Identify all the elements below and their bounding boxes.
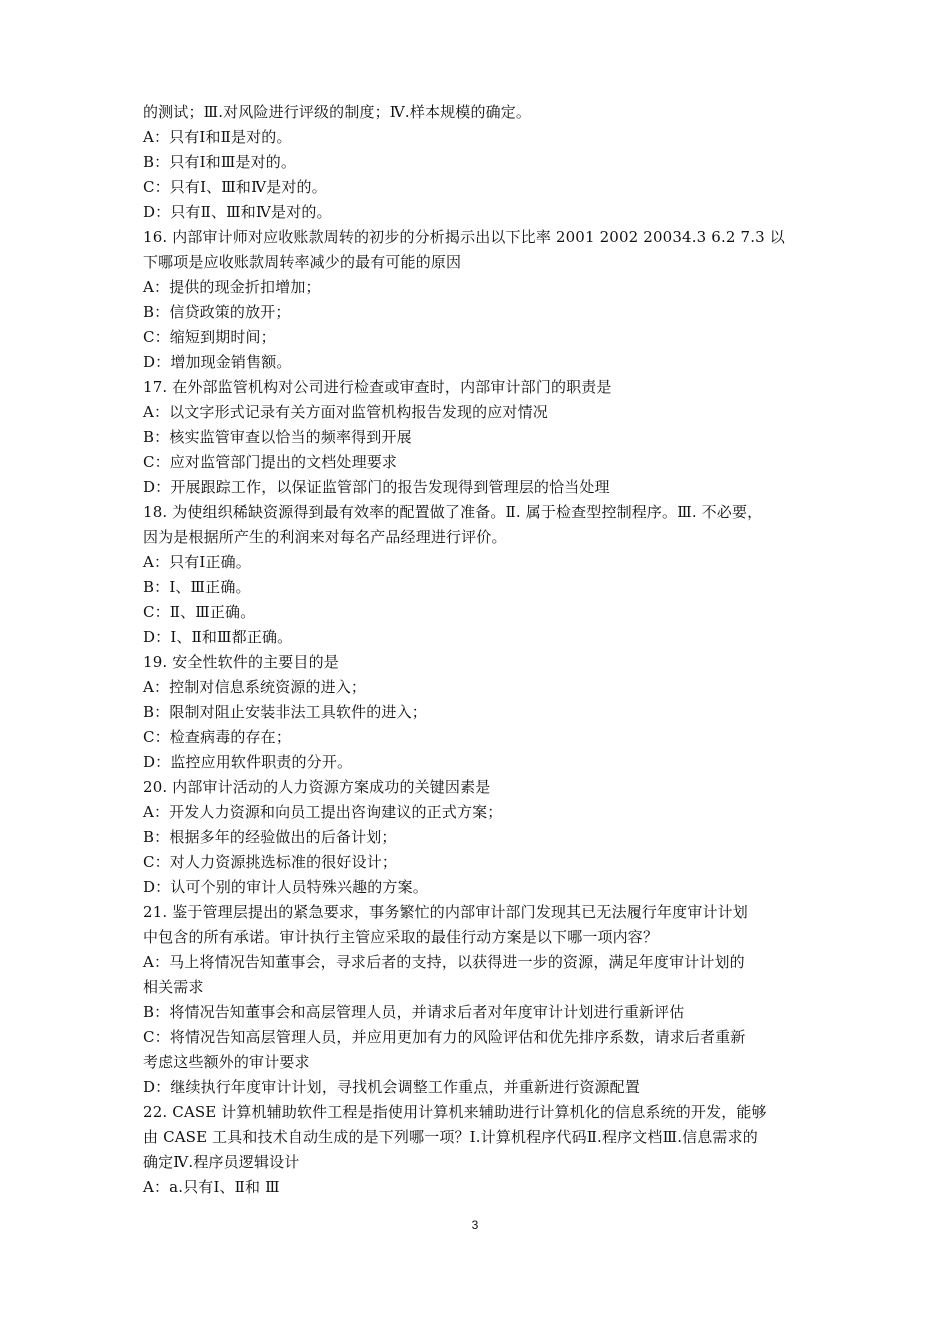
option-line: B：核实监管审查以恰当的频率得到开展 [143, 428, 412, 446]
option-line: D：Ⅰ、Ⅱ和Ⅲ都正确。 [143, 628, 293, 646]
option-line: D：继续执行年度审计计划，寻找机会调整工作重点，并重新进行资源配置 [143, 1078, 640, 1096]
option-line: D：开展跟踪工作，以保证监管部门的报告发现得到管理层的恰当处理 [143, 478, 610, 496]
option-line: B：将情况告知董事会和高层管理人员，并请求后者对年度审计计划进行重新评估 [143, 1003, 685, 1021]
option-line: B：只有Ⅰ和Ⅲ是对的。 [143, 153, 297, 171]
question-line: 确定Ⅳ.程序员逻辑设计 [143, 1153, 300, 1171]
question-line: 因为是根据所产生的利润来对每名产品经理进行评价。 [143, 528, 507, 546]
question-line: 21. 鉴于管理层提出的紧急要求，事务繁忙的内部审计部门发现其已无法履行年度审计计划 [143, 903, 748, 921]
question-line: 17. 在外部监管机构对公司进行检查或审查时，内部审计部门的职责是 [143, 378, 612, 396]
option-line: B：限制对阻止安装非法工具软件的进入； [143, 703, 427, 721]
option-line: A：控制对信息系统资源的进入； [143, 678, 367, 696]
question-line: 中包含的所有承诺。审计执行主管应采取的最佳行动方案是以下哪一项内容？ [143, 928, 659, 946]
option-line: C：检查病毒的存在； [143, 728, 291, 746]
option-line: C：缩短到期时间； [143, 328, 276, 346]
option-line: A：只有Ⅰ正确。 [143, 553, 251, 571]
option-line: 相关需求 [143, 978, 204, 996]
option-line: 考虑这些额外的审计要求 [143, 1053, 310, 1071]
option-line: C：将情况告知高层管理人员，并应用更加有力的风险评估和优先排序系数，请求后者重新 [143, 1028, 746, 1046]
question-line: 20. 内部审计活动的人力资源方案成功的关键因素是 [143, 778, 491, 796]
text-line: 的测试；Ⅲ.对风险进行评级的制度；Ⅳ.样本规模的确定。 [143, 103, 532, 121]
option-line: B：Ⅰ、Ⅲ正确。 [143, 578, 251, 596]
page-content [143, 100, 811, 1200]
option-line: B：信贷政策的放开； [143, 303, 291, 321]
option-line: A：a.只有Ⅰ、Ⅱ和 Ⅲ [143, 1178, 280, 1196]
option-line: A：开发人力资源和向员工提出咨询建议的正式方案； [143, 803, 503, 821]
question-line: 22. CASE 计算机辅助软件工程是指使用计算机来辅助进行计算机化的信息系统的开发，能够 [143, 1103, 767, 1121]
question-line: 由 CASE 工具和技术自动生成的是下列哪一项？Ⅰ.计算机程序代码Ⅱ.程序文档Ⅲ.信息需求的 [143, 1128, 758, 1146]
option-line: D：只有Ⅱ、Ⅲ和Ⅳ是对的。 [143, 203, 332, 221]
option-line: C：Ⅱ、Ⅲ正确。 [143, 603, 256, 621]
question-line: 19. 安全性软件的主要目的是 [143, 653, 339, 671]
option-line: D：增加现金销售额。 [143, 353, 292, 371]
option-line: A：提供的现金折扣增加； [143, 278, 321, 296]
option-line: A：马上将情况告知董事会，寻求后者的支持，以获得进一步的资源，满足年度审计计划的 [143, 953, 745, 971]
question-line: 16. 内部审计师对应收账款周转的初步的分析揭示出以下比率 2001 2002 20034.3 6.2 7.3 以 [143, 228, 785, 246]
question-line: 18. 为使组织稀缺资源得到最有效率的配置做了准备。Ⅱ. 属于检查型控制程序。Ⅲ. 不必要， [143, 503, 763, 521]
option-line: C：对人力资源挑选标准的很好设计； [143, 853, 398, 871]
option-line: B：根据多年的经验做出的后备计划； [143, 828, 397, 846]
page-number: 3 [471, 1218, 479, 1232]
option-line: C：只有Ⅰ、Ⅲ和Ⅳ是对的。 [143, 178, 327, 196]
option-line: A：只有Ⅰ和Ⅱ是对的。 [143, 128, 292, 146]
option-line: A：以文字形式记录有关方面对监管机构报告发现的应对情况 [143, 403, 548, 421]
option-line: D：认可个别的审计人员特殊兴趣的方案。 [143, 878, 428, 896]
option-line: D：监控应用软件职责的分开。 [143, 753, 353, 771]
question-line: 下哪项是应收账款周转率减少的最有可能的原因 [143, 253, 462, 271]
option-line: C：应对监管部门提出的文档处理要求 [143, 453, 398, 471]
